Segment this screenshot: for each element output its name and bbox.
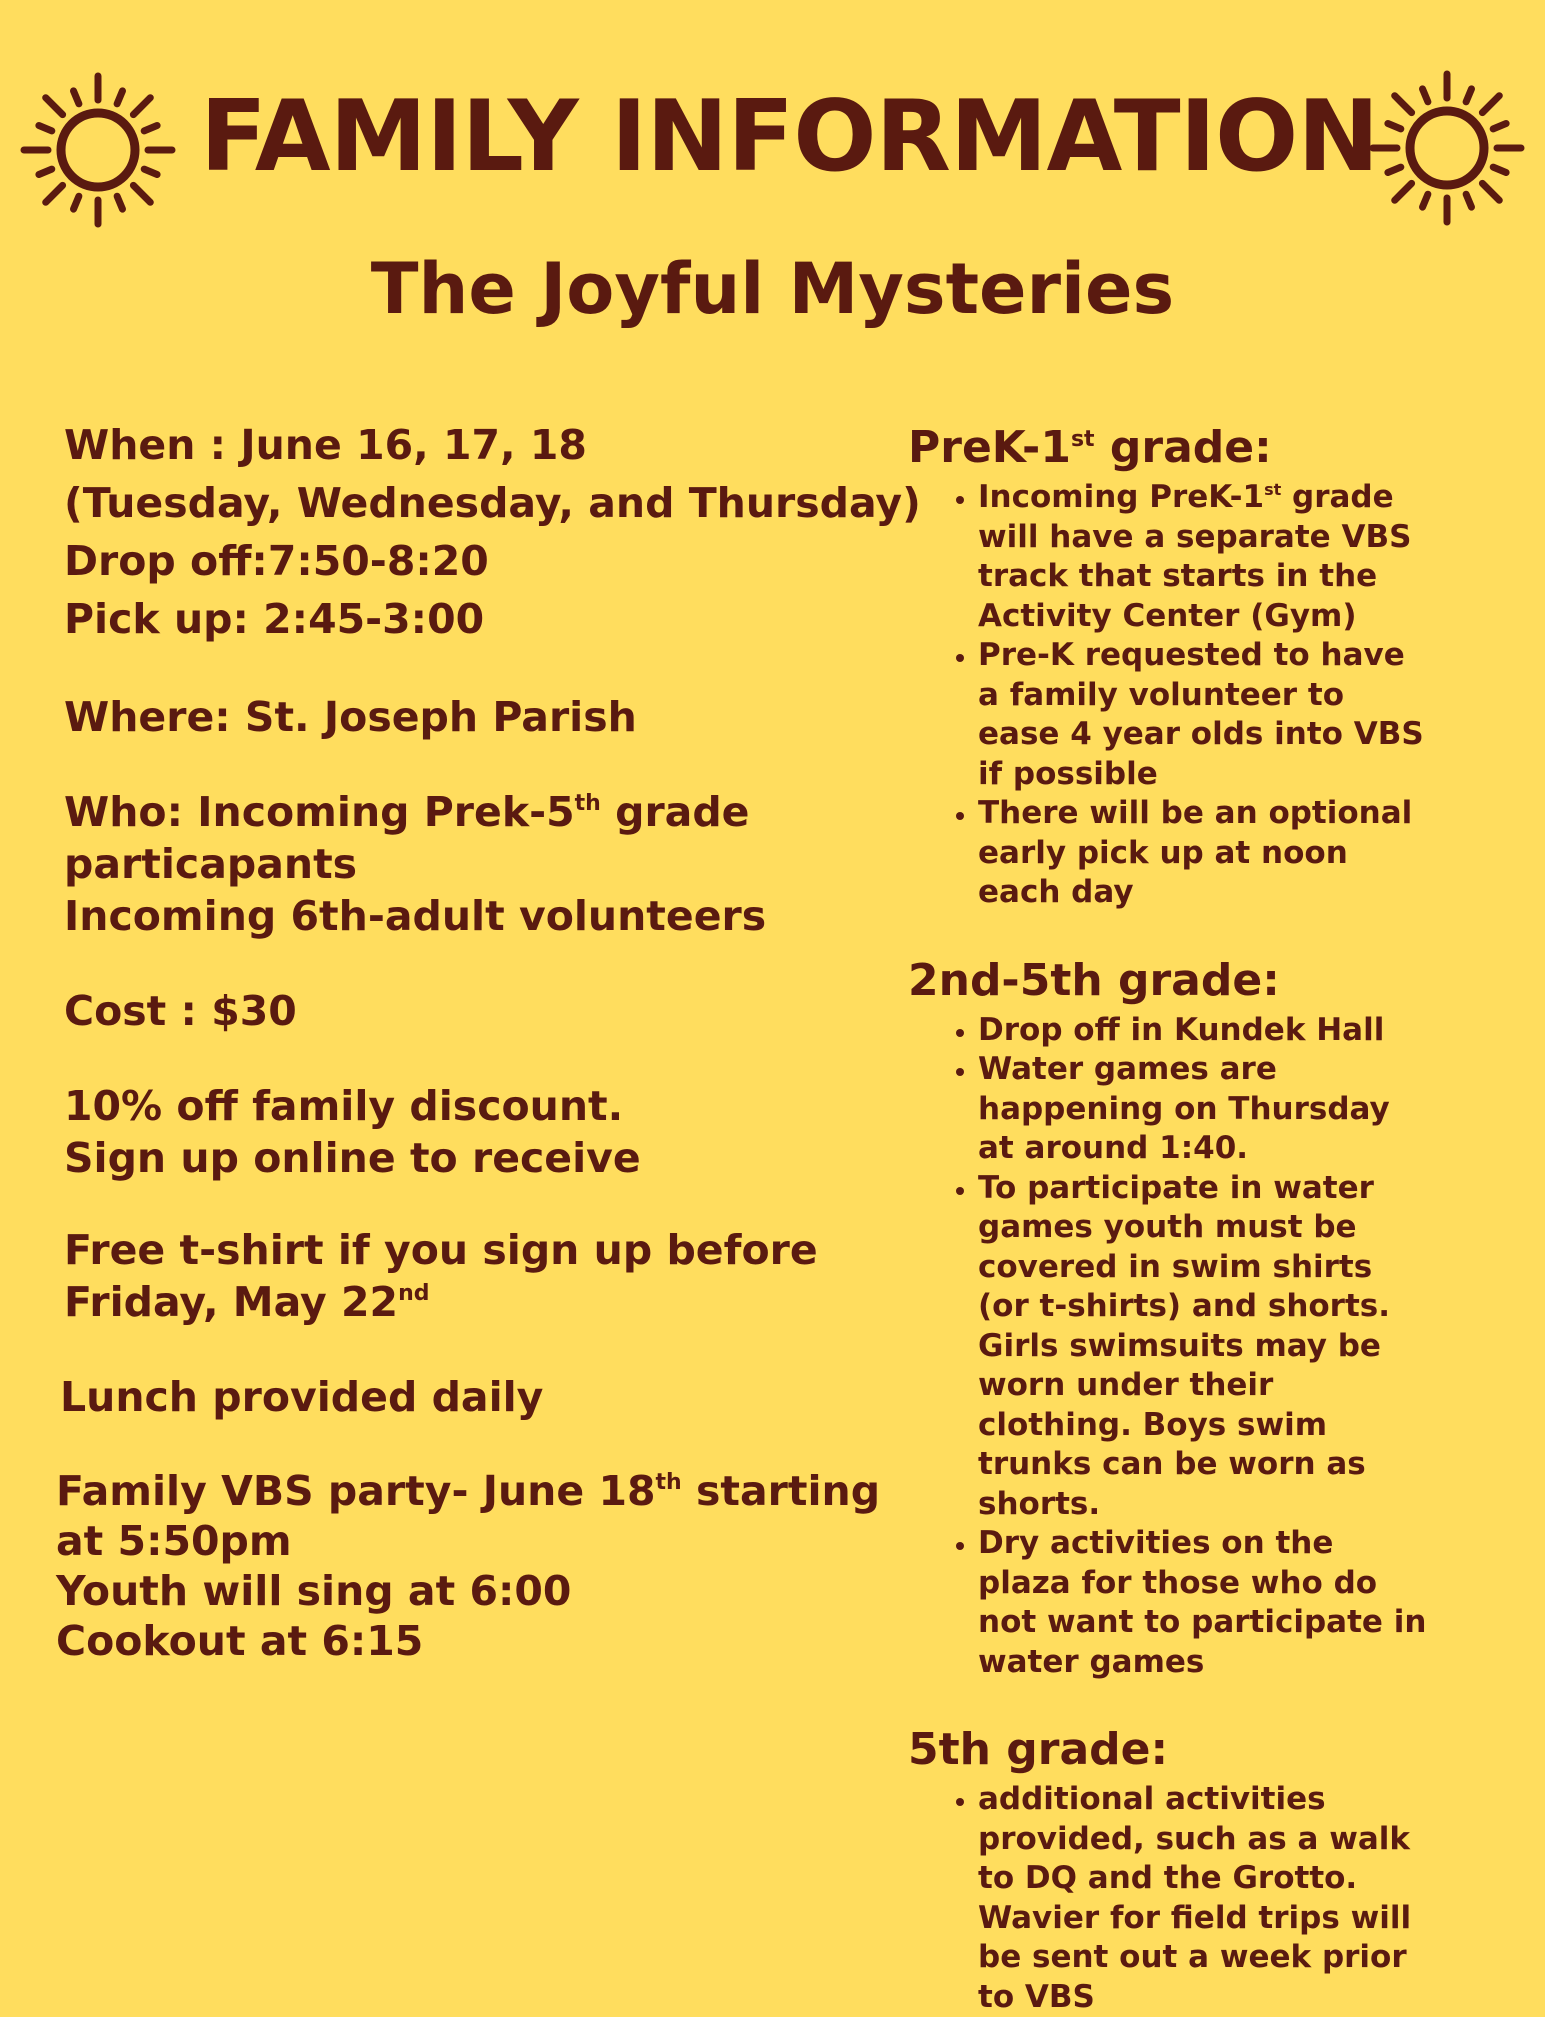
sun-ray bbox=[133, 185, 150, 202]
second-fifth-heading: 2nd-5th grade: bbox=[908, 954, 1280, 1006]
prek-section bbox=[908, 422, 1428, 913]
sun-ray bbox=[39, 169, 52, 174]
sun-ray bbox=[74, 196, 79, 209]
pick-up-text: Pick up: 2:45-3:00 bbox=[64, 595, 485, 643]
page-title: FAMILY INFORMATION bbox=[200, 80, 1379, 194]
sun-ray bbox=[1395, 183, 1412, 200]
party-time-text: at 5:50pm bbox=[56, 1517, 292, 1565]
page-subtitle: The Joyful Mysteries bbox=[370, 248, 1175, 330]
prek-heading: PreK-1st grade: bbox=[908, 422, 1272, 473]
fifth-list bbox=[908, 1780, 1428, 2017]
sun-ray bbox=[1482, 183, 1499, 200]
discount-text: 10% off family discount. bbox=[64, 1082, 624, 1130]
cost-text: Cost : $30 bbox=[64, 987, 297, 1035]
cost-block bbox=[64, 982, 864, 1040]
where-block bbox=[64, 688, 864, 746]
sun-ray bbox=[144, 126, 157, 131]
party-text: Family VBS party- June 18th starting bbox=[56, 1467, 881, 1515]
tshirt-text: Free t-shirt if you sign up before bbox=[64, 1226, 818, 1274]
second-fifth-section bbox=[908, 955, 1428, 1683]
who-volunteers-text: Incoming 6th-adult volunteers bbox=[64, 892, 767, 940]
sun-ray bbox=[144, 169, 157, 174]
list-item: • additional activities provided, such as a walk to DQ and the Grotto. Wavier for field trips will be sent out a week prior to VBS bbox=[978, 1780, 1428, 2017]
list-item: • Water games are happening on Thursday at around 1:40. bbox=[978, 1050, 1428, 1169]
list-item: • Incoming PreK-1st grade will have a separate VBS track that starts in the Activity Center (Gym) bbox=[978, 478, 1428, 636]
drop-off-text: Drop off:7:50-8:20 bbox=[64, 537, 489, 585]
signup-text: Sign up online to receive bbox=[64, 1134, 641, 1182]
sun-ray bbox=[117, 91, 122, 104]
event-details bbox=[56, 416, 921, 1666]
sun-ray bbox=[1395, 96, 1412, 113]
sun-icon bbox=[1365, 66, 1529, 230]
youth-sing-text: Youth will sing at 6:00 bbox=[56, 1567, 572, 1615]
list-item: • Dry activities on the plaza for those who do not want to participate in water games bbox=[978, 1524, 1428, 1682]
sun-ray bbox=[1466, 89, 1471, 102]
sun-ray bbox=[1482, 96, 1499, 113]
grade-info bbox=[908, 422, 1428, 2017]
sun-icon bbox=[16, 68, 180, 232]
sun-ray bbox=[1423, 89, 1428, 102]
cookout-text: Cookout at 6:15 bbox=[56, 1617, 424, 1665]
second-fifth-list bbox=[908, 1011, 1428, 1683]
sun-ray bbox=[1493, 167, 1506, 172]
sun-ray bbox=[46, 98, 63, 115]
who-participants-text: particapants bbox=[64, 840, 358, 888]
lunch-text: Lunch provided daily bbox=[60, 1373, 544, 1421]
tshirt-block bbox=[64, 1224, 864, 1328]
party-block bbox=[56, 1466, 881, 1666]
tshirt-date-text: Friday, May 22nd bbox=[64, 1278, 430, 1326]
sun-ray bbox=[1466, 194, 1471, 207]
prek-list bbox=[908, 478, 1428, 913]
who-line: Who: Incoming Prek-5th grade bbox=[64, 788, 750, 836]
sun-ray bbox=[74, 91, 79, 104]
sun-ray bbox=[1388, 124, 1401, 129]
list-item: • Pre-K requested to have a family volunteer to ease 4 year olds into VBS if possible bbox=[978, 636, 1428, 794]
sun-ray bbox=[39, 126, 52, 131]
sun-ray bbox=[46, 185, 63, 202]
list-item: • There will be an optional early pick up at noon each day bbox=[978, 794, 1428, 913]
schedule-block bbox=[64, 416, 921, 648]
where-text: Where: St. Joseph Parish bbox=[64, 693, 637, 741]
list-item: • To participate in water games youth must be covered in swim shirts (or t-shirts) and shorts. Girls swimsuits may be worn under their clothing. Boys swim trunks can be worn as shorts. bbox=[978, 1169, 1428, 1525]
discount-block bbox=[64, 1080, 864, 1184]
sun-ray bbox=[1388, 167, 1401, 172]
list-item: • Drop off in Kundek Hall bbox=[978, 1011, 1428, 1051]
fifth-heading: 5th grade: bbox=[908, 1724, 1169, 1775]
days-text: (Tuesday, Wednesday, and Thursday) bbox=[64, 479, 921, 527]
who-block bbox=[64, 786, 864, 942]
sun-ray bbox=[1493, 124, 1506, 129]
sun-ray bbox=[117, 196, 122, 209]
sun-ray bbox=[133, 98, 150, 115]
sun-ray bbox=[1423, 194, 1428, 207]
when-text: When : June 16, 17, 18 bbox=[64, 421, 587, 469]
lunch-block bbox=[60, 1368, 864, 1426]
fifth-section bbox=[908, 1724, 1428, 2017]
